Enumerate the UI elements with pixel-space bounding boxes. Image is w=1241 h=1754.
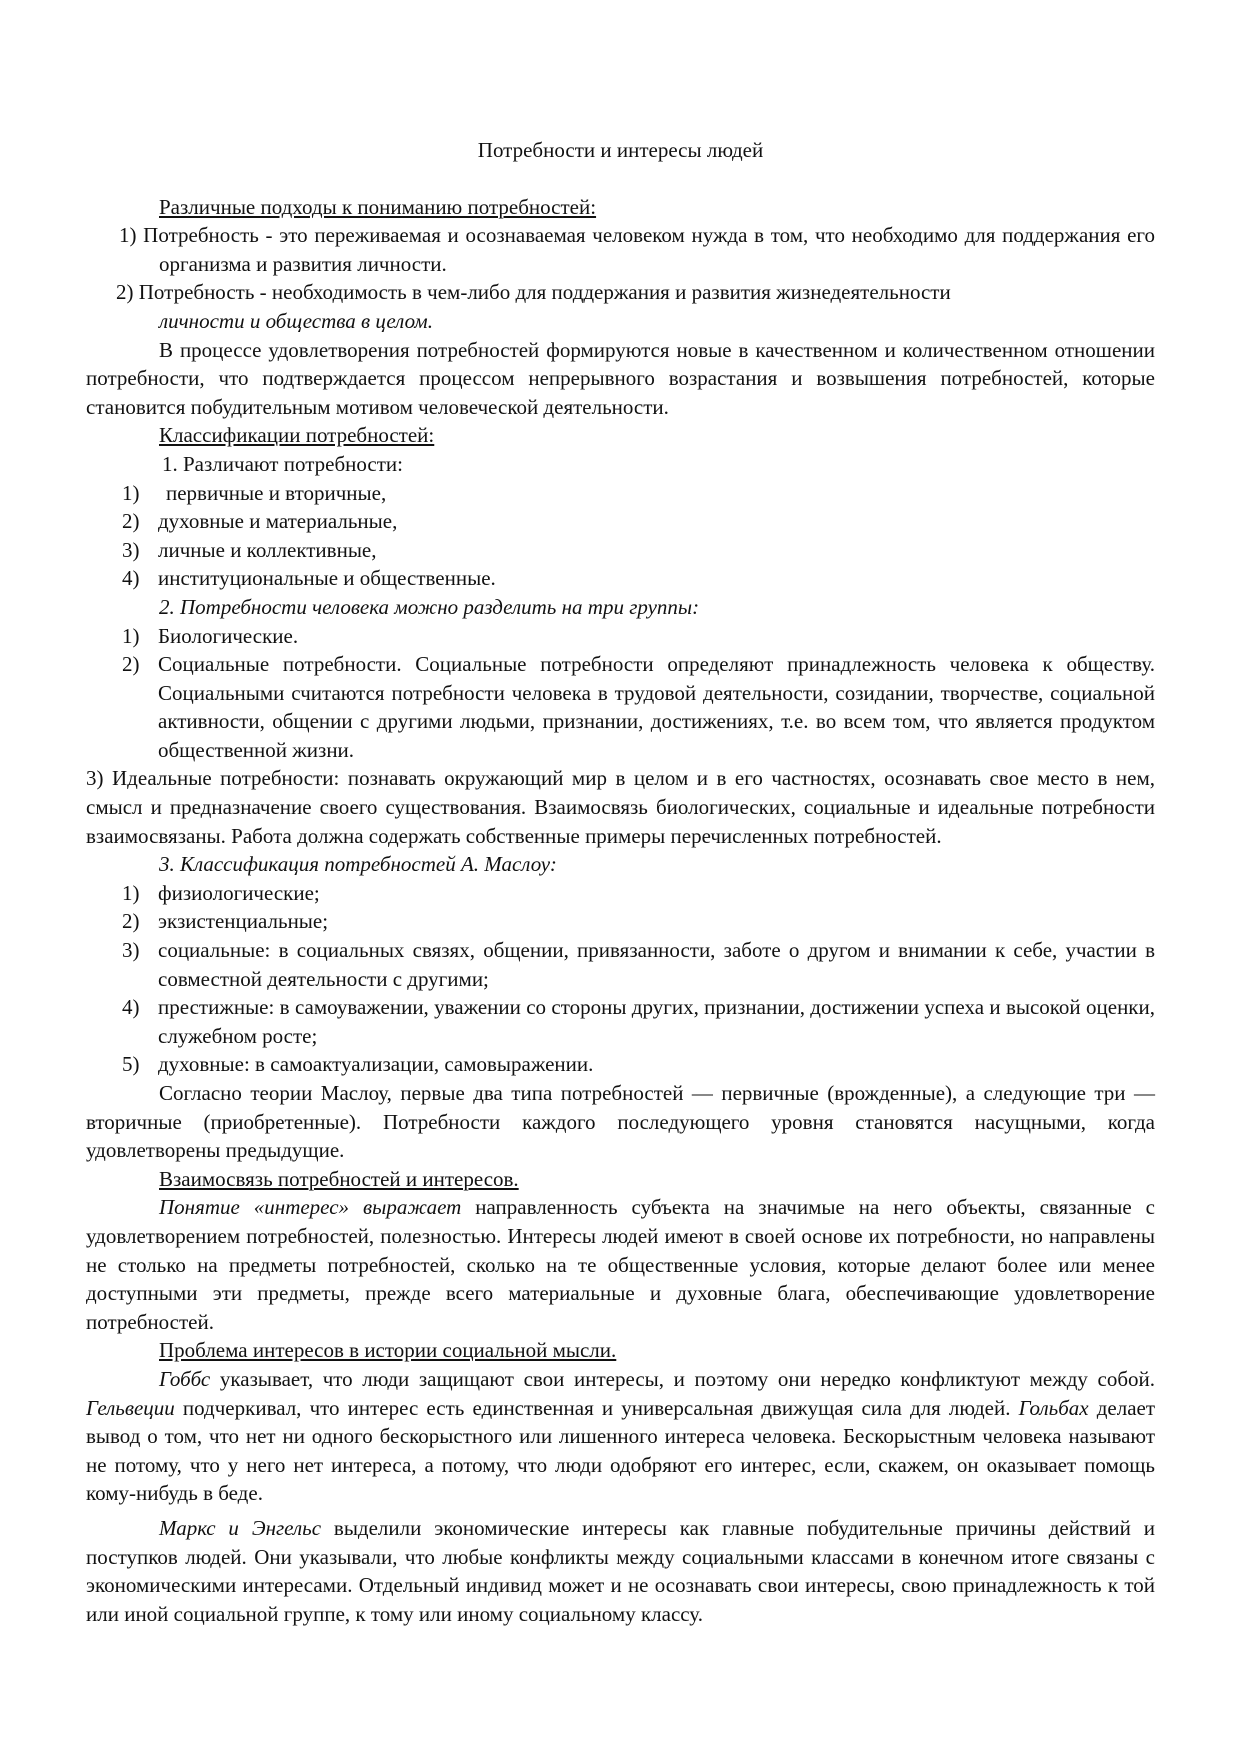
list-item-number: 3) [122,938,140,963]
list-item [86,993,1155,1050]
ideal-needs-paragraph: 3) Идеальные потребности: познавать окружающий мир в целом и в его частностях, осознавать свое место в нем, смысл и предназначение своего существования. Взаимосвязь биологических, социальные и идеальные потребности взаимосвязаны. Работа должна содержать собственные примеры перечисленных потребностей. [86,766,1155,848]
list-item-text: физиологические; [158,880,320,905]
paragraph-marx-engels [86,1514,1155,1628]
paragraph-needs-growth: В процессе удовлетворения потребностей формируются новые в качественном и количественном отношении потребности, что подтверждается процессом непрерывного возрастания и возвышения потребностей, которые становится побудительным мотивом человеческой деятельности. [86,337,1155,419]
list-item-number: 1) [122,623,140,648]
paragraph-text: направленность субъекта на значимые на него объекты, связанные с удовлетворением потребностей, полезностью. Интересы людей имеют в своей основе их потребности, но направлены не столько на предметы потребностей, сколько на те общественные условия, которые делают более или менее доступными эти предметы, прежде всего материальные и духовные блага, обеспечивающие удовлетворение потребностей. [86,1195,1156,1334]
list-item-number: 1) [122,480,140,505]
name-holbach: Гольбах [1018,1395,1089,1420]
list-item [86,936,1155,993]
list-item [86,507,1155,536]
list-item [86,879,1155,908]
list-item [86,536,1155,565]
subheading-maslow: 3. Классификация потребностей А. Маслоу: [159,852,557,877]
list-item [86,564,1155,593]
list-item-number: 4) [122,566,140,591]
name-helvetius: Гельвеции [86,1395,175,1420]
name-hobbes: Гоббс [159,1366,211,1391]
list-item [86,1050,1155,1079]
list-item [86,907,1155,936]
list-item-text: личные и коллективные, [158,537,377,562]
section-heading-history: Проблема интересов в истории социальной мысли. [159,1338,617,1363]
section-heading-classifications: Классификации потребностей: [159,423,435,448]
paragraph-text: подчеркивал, что интерес есть единственная и универсальная движущая сила для людей. [182,1395,1011,1420]
page-title: Потребности и интересы людей [477,138,764,162]
interest-concept-phrase: Понятие «интерес» выражает [159,1195,462,1220]
list-item-text: первичные и вторичные, [166,480,387,505]
paragraph-maslow-theory: Согласно теории Маслоу, первые два типа потребностей — первичные (врожденные), а следующие три — вторичные (приобретенные). Потребности каждого последующего уровня становятся насущными, когда удовлетворены предыдущие. [86,1081,1155,1163]
list-item [86,622,1155,651]
list-item-text: духовные и материальные, [158,509,398,534]
list-item-text: социальные: в социальных связях, общении, привязанности, заботе о другом и внимании к себе, участии в совместной деятельности с другими; [158,938,1155,991]
list-item-number: 2) [122,509,140,534]
list-item-number: 5) [122,1052,140,1077]
paragraph-philosophers [86,1365,1155,1508]
list-item-number: 2) [122,909,140,934]
paragraph-text: указывает, что люди защищают свои интересы, и поэтому они нередко конфликтуют между собой. [219,1366,1156,1391]
list-item-number: 1) [122,880,140,905]
name-marx-engels: Маркс и Энгельс [159,1515,322,1540]
list-item [86,650,1155,764]
definition-item-2: 2) Потребность - необходимость в чем-либо для поддержания и развития жизнедеятельности [116,280,951,305]
list-item [86,479,1155,508]
definition-item-1: 1) Потребность - это переживаемая и осознаваемая человеком нужда в том, что необходимо для поддержания его организма и развития личности. [119,223,1155,276]
list-item-text: Биологические. [158,623,299,648]
paragraph-text: делает вывод о том, что нет ни одного бескорыстного или лишенного интереса человека. Бескорыстным человека называют не потому, что у него нет интереса, а потому, что люди одобряют его интерес, если, скажем, он оказывает помощь кому-нибудь в беде. [86,1395,1156,1506]
list-item-text: Социальные потребности. Социальные потребности определяют принадлежность человека к обществу. Социальными считаются потребности человека в трудовой деятельности, созидании, творчестве, социальной активности, общении с другими людьми, признании, достижениях, т.е. во всем том, что является продуктом общественной жизни. [158,652,1155,762]
list-item-text: экзистенциальные; [158,909,329,934]
list-item-number: 2) [122,652,140,677]
list-item-number: 4) [122,995,140,1020]
section-heading-interests: Взаимосвязь потребностей и интересов. [159,1166,519,1191]
list-item-text: институциональные и общественные. [158,566,496,591]
definition-item-2-continuation: личности и общества в целом. [159,308,433,333]
section-heading-approaches: Различные подходы к пониманию потребностей: [159,194,597,219]
paragraph-interest-concept [86,1193,1155,1336]
paragraph-text: выделили экономические интересы как главные побудительные причины действий и поступков людей. Они указывали, что любые конфликты между социальными классами в конечном итоге связаны с экономическими интересами. Отдельный индивид может и не осознавать свои интересы, свою принадлежность к той или иной социальной группе, к тому или иному социальному классу. [86,1515,1156,1626]
subheading-distinguish: 1. Различают потребности: [162,451,403,476]
list-item-number: 3) [122,537,140,562]
list-item-text: духовные: в самоактуализации, самовыражении. [158,1052,594,1077]
subheading-three-groups: 2. Потребности человека можно разделить на три группы: [159,594,700,619]
list-item-text: престижные: в самоуважении, уважении со стороны других, признании, достижении успеха и высокой оценки, служебном росте; [158,995,1155,1048]
